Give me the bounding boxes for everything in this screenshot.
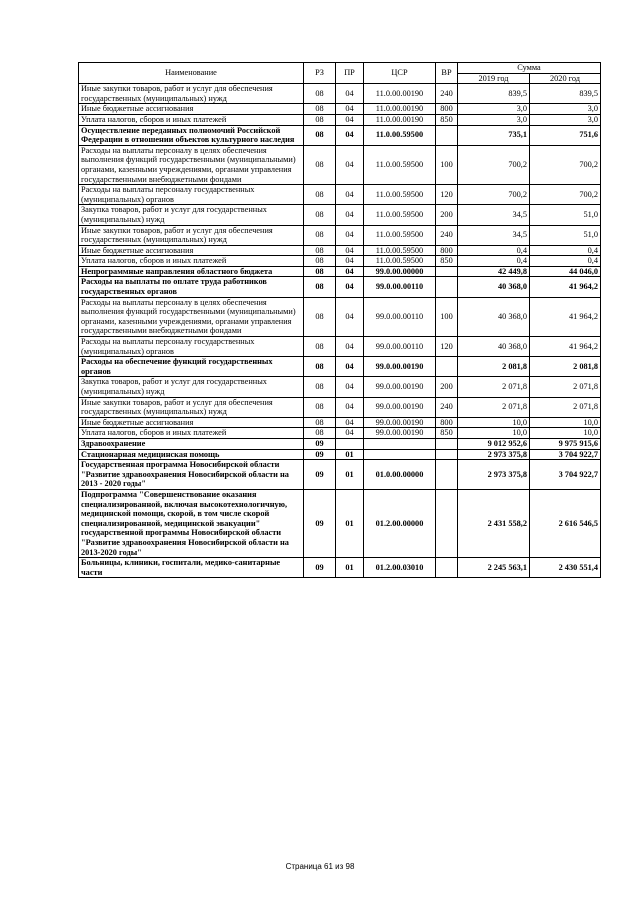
cell-csr: 99.0.00.00190: [364, 417, 436, 428]
cell-name: Осуществление переданных полномочий Российской Федерации в отношении объектов культурного наследия: [79, 125, 304, 145]
cell-rz: 09: [304, 558, 336, 578]
cell-rz: 08: [304, 104, 336, 115]
cell-pr: 04: [336, 266, 364, 277]
cell-2020: 2 071,8: [530, 377, 601, 397]
cell-name: Иные бюджетные ассигнования: [79, 245, 304, 256]
cell-rz: 08: [304, 245, 336, 256]
cell-2019: 34,5: [458, 205, 530, 225]
table-row: [79, 297, 601, 336]
cell-2019: 40 368,0: [458, 297, 530, 336]
cell-pr: 01: [336, 558, 364, 578]
cell-2019: 10,0: [458, 428, 530, 439]
cell-2019: 42 449,8: [458, 266, 530, 277]
cell-vr: 850: [436, 256, 458, 267]
cell-2019: 2 071,8: [458, 377, 530, 397]
cell-rz: 08: [304, 266, 336, 277]
cell-pr: 04: [336, 245, 364, 256]
cell-pr: 04: [336, 125, 364, 145]
page-number: Страница 61 из 98: [285, 862, 355, 871]
cell-name: Иные закупки товаров, работ и услуг для обеспечения государственных (муниципальных) нужд: [79, 225, 304, 245]
cell-vr: 240: [436, 225, 458, 245]
cell-csr: 11.0.00.00190: [364, 114, 436, 125]
cell-2019: 700,2: [458, 145, 530, 184]
cell-rz: 08: [304, 277, 336, 297]
cell-rz: 08: [304, 205, 336, 225]
cell-pr: 04: [336, 397, 364, 417]
cell-pr: 04: [336, 417, 364, 428]
cell-csr: [364, 449, 436, 460]
cell-name: Уплата налогов, сборов и иных платежей: [79, 256, 304, 267]
cell-csr: 11.0.00.59500: [364, 185, 436, 205]
cell-vr: 120: [436, 185, 458, 205]
cell-2020: 3,0: [530, 114, 601, 125]
cell-2020: 3,0: [530, 104, 601, 115]
cell-vr: 800: [436, 104, 458, 115]
cell-vr: [436, 460, 458, 490]
cell-vr: 850: [436, 428, 458, 439]
table-row: [79, 428, 601, 439]
cell-2020: 2 430 551,4: [530, 558, 601, 578]
cell-pr: 04: [336, 84, 364, 104]
cell-csr: 99.0.00.00000: [364, 266, 436, 277]
cell-2020: 51,0: [530, 225, 601, 245]
cell-rz: 08: [304, 145, 336, 184]
cell-2019: 2 973 375,8: [458, 449, 530, 460]
table-row: [79, 357, 601, 377]
cell-2019: 34,5: [458, 225, 530, 245]
cell-2019: 2 071,8: [458, 397, 530, 417]
cell-2019: 40 368,0: [458, 277, 530, 297]
cell-pr: 04: [336, 185, 364, 205]
cell-2019: 700,2: [458, 185, 530, 205]
cell-rz: 08: [304, 397, 336, 417]
cell-2019: 3,0: [458, 104, 530, 115]
cell-vr: 240: [436, 397, 458, 417]
cell-2020: 0,4: [530, 256, 601, 267]
header-pr: ПР: [336, 63, 364, 84]
cell-name: Иные закупки товаров, работ и услуг для обеспечения государственных (муниципальных) нужд: [79, 84, 304, 104]
cell-csr: 99.0.00.00190: [364, 397, 436, 417]
table-row: [79, 84, 601, 104]
header-year-2019: 2019 год: [458, 73, 530, 84]
cell-2019: 10,0: [458, 417, 530, 428]
table-row: [79, 489, 601, 557]
table-row: [79, 104, 601, 115]
cell-2020: 10,0: [530, 417, 601, 428]
cell-rz: 08: [304, 417, 336, 428]
cell-rz: 08: [304, 297, 336, 336]
cell-vr: [436, 449, 458, 460]
cell-csr: 99.0.00.00110: [364, 337, 436, 357]
budget-table: [78, 62, 601, 578]
cell-rz: 09: [304, 438, 336, 449]
cell-name: Расходы на выплаты по оплате труда работников государственных органов: [79, 277, 304, 297]
cell-rz: 08: [304, 428, 336, 439]
cell-rz: 09: [304, 460, 336, 490]
cell-2020: 2 071,8: [530, 397, 601, 417]
cell-2020: 839,5: [530, 84, 601, 104]
table-row: [79, 205, 601, 225]
cell-rz: 08: [304, 225, 336, 245]
cell-vr: 200: [436, 377, 458, 397]
header-sum: Сумма: [458, 63, 601, 74]
cell-2019: 2 431 558,2: [458, 489, 530, 557]
cell-2019: 0,4: [458, 245, 530, 256]
cell-name: Расходы на выплаты персоналу в целях обеспечения выполнения функций государственными (муниципальными) органами, казенными учреждениями, органами управления государственными внебюджетными фондами: [79, 297, 304, 336]
header-rz: РЗ: [304, 63, 336, 84]
cell-vr: [436, 558, 458, 578]
cell-2020: 51,0: [530, 205, 601, 225]
cell-vr: [436, 277, 458, 297]
cell-vr: [436, 266, 458, 277]
cell-pr: 04: [336, 225, 364, 245]
cell-2020: 2 081,8: [530, 357, 601, 377]
cell-pr: 04: [336, 114, 364, 125]
cell-2019: 839,5: [458, 84, 530, 104]
cell-csr: 11.0.00.59500: [364, 125, 436, 145]
table-row: [79, 337, 601, 357]
header-year-2020: 2020 год: [530, 73, 601, 84]
cell-csr: 01.2.00.03010: [364, 558, 436, 578]
cell-rz: 08: [304, 377, 336, 397]
cell-rz: 08: [304, 114, 336, 125]
table-row: [79, 449, 601, 460]
cell-rz: 08: [304, 125, 336, 145]
cell-2020: 3 704 922,7: [530, 449, 601, 460]
cell-pr: 04: [336, 256, 364, 267]
table-row: [79, 245, 601, 256]
table-row: [79, 377, 601, 397]
cell-name: Расходы на выплаты персоналу государственных (муниципальных) органов: [79, 185, 304, 205]
cell-csr: 01.0.00.00000: [364, 460, 436, 490]
cell-2019: 0,4: [458, 256, 530, 267]
cell-vr: 100: [436, 145, 458, 184]
table-row: [79, 145, 601, 184]
cell-rz: 08: [304, 84, 336, 104]
cell-pr: 04: [336, 428, 364, 439]
cell-2019: 2 081,8: [458, 357, 530, 377]
cell-vr: [436, 438, 458, 449]
cell-2020: 41 964,2: [530, 277, 601, 297]
cell-csr: 99.0.00.00190: [364, 377, 436, 397]
cell-pr: 04: [336, 104, 364, 115]
cell-name: Закупка товаров, работ и услуг для государственных (муниципальных) нужд: [79, 205, 304, 225]
table-row: [79, 558, 601, 578]
cell-vr: [436, 357, 458, 377]
cell-vr: 850: [436, 114, 458, 125]
cell-rz: 08: [304, 185, 336, 205]
cell-csr: 11.0.00.59500: [364, 145, 436, 184]
cell-csr: [364, 438, 436, 449]
cell-2019: 2 973 375,8: [458, 460, 530, 490]
cell-vr: 240: [436, 84, 458, 104]
cell-2019: 2 245 563,1: [458, 558, 530, 578]
cell-csr: 11.0.00.00190: [364, 84, 436, 104]
header-name: Наименование: [79, 63, 304, 84]
table-row: [79, 438, 601, 449]
cell-name: Расходы на выплаты персоналу государственных (муниципальных) органов: [79, 337, 304, 357]
cell-csr: 11.0.00.00190: [364, 104, 436, 115]
cell-name: Иные бюджетные ассигнования: [79, 104, 304, 115]
cell-2020: 41 964,2: [530, 297, 601, 336]
cell-rz: 09: [304, 489, 336, 557]
cell-pr: 04: [336, 377, 364, 397]
cell-2020: 0,4: [530, 245, 601, 256]
cell-vr: 100: [436, 297, 458, 336]
cell-vr: [436, 125, 458, 145]
cell-2019: 9 012 952,6: [458, 438, 530, 449]
header-csr: ЦСР: [364, 63, 436, 84]
cell-pr: 01: [336, 489, 364, 557]
cell-2020: 751,6: [530, 125, 601, 145]
cell-pr: 04: [336, 205, 364, 225]
table-row: [79, 256, 601, 267]
cell-pr: 01: [336, 460, 364, 490]
cell-name: Здравоохранение: [79, 438, 304, 449]
cell-name: Закупка товаров, работ и услуг для государственных (муниципальных) нужд: [79, 377, 304, 397]
table-row: [79, 225, 601, 245]
cell-name: Расходы на обеспечение функций государственных органов: [79, 357, 304, 377]
cell-name: Подпрограмма "Совершенствование оказания специализированной, включая высокотехнологичную, медицинской помощи, скорой, в том числе скорой специализированной, медицинской эвакуации" государственной программы Новосибирской области "Развитие здравоохранения Новосибирской области на 2013-2020 годы": [79, 489, 304, 557]
table-row: [79, 397, 601, 417]
cell-2020: 3 704 922,7: [530, 460, 601, 490]
cell-pr: 04: [336, 297, 364, 336]
cell-name: Уплата налогов, сборов и иных платежей: [79, 114, 304, 125]
cell-2019: 40 368,0: [458, 337, 530, 357]
cell-name: Иные закупки товаров, работ и услуг для обеспечения государственных (муниципальных) нужд: [79, 397, 304, 417]
header-vr: ВР: [436, 63, 458, 84]
cell-csr: 01.2.00.00000: [364, 489, 436, 557]
table-row: [79, 114, 601, 125]
cell-vr: 120: [436, 337, 458, 357]
table-row: [79, 266, 601, 277]
cell-2020: 9 975 915,6: [530, 438, 601, 449]
cell-csr: 11.0.00.59500: [364, 205, 436, 225]
cell-vr: [436, 489, 458, 557]
cell-2020: 44 046,0: [530, 266, 601, 277]
cell-pr: 04: [336, 145, 364, 184]
cell-pr: 04: [336, 337, 364, 357]
cell-rz: 08: [304, 337, 336, 357]
cell-name: Больницы, клиники, госпитали, медико-санитарные части: [79, 558, 304, 578]
table-row: [79, 125, 601, 145]
cell-csr: 99.0.00.00190: [364, 357, 436, 377]
cell-vr: 800: [436, 245, 458, 256]
table-row: [79, 185, 601, 205]
cell-name: Непрограммные направления областного бюджета: [79, 266, 304, 277]
table-body: [79, 84, 601, 578]
cell-vr: 200: [436, 205, 458, 225]
cell-name: Расходы на выплаты персоналу в целях обеспечения выполнения функций государственными (муниципальными) органами, казенными учреждениями, органами управления государственными внебюджетными фондами: [79, 145, 304, 184]
cell-2020: 2 616 546,5: [530, 489, 601, 557]
cell-csr: 11.0.00.59500: [364, 245, 436, 256]
table-row: [79, 460, 601, 490]
cell-name: Уплата налогов, сборов и иных платежей: [79, 428, 304, 439]
table-row: [79, 417, 601, 428]
cell-name: Иные бюджетные ассигнования: [79, 417, 304, 428]
cell-csr: 11.0.00.59500: [364, 225, 436, 245]
cell-csr: 99.0.00.00110: [364, 297, 436, 336]
cell-name: Стационарная медицинская помощь: [79, 449, 304, 460]
table-row: [79, 277, 601, 297]
cell-2019: 3,0: [458, 114, 530, 125]
cell-rz: 09: [304, 449, 336, 460]
cell-vr: 800: [436, 417, 458, 428]
cell-2020: 10,0: [530, 428, 601, 439]
cell-rz: 08: [304, 357, 336, 377]
cell-csr: 11.0.00.59500: [364, 256, 436, 267]
cell-pr: 04: [336, 357, 364, 377]
cell-pr: 04: [336, 277, 364, 297]
cell-2020: 700,2: [530, 145, 601, 184]
header-row: [79, 63, 601, 74]
cell-2020: 700,2: [530, 185, 601, 205]
cell-csr: 99.0.00.00190: [364, 428, 436, 439]
cell-pr: [336, 438, 364, 449]
cell-2019: 735,1: [458, 125, 530, 145]
cell-name: Государственная программа Новосибирской области "Развитие здравоохранения Новосибирской области на 2013 - 2020 годы": [79, 460, 304, 490]
cell-2020: 41 964,2: [530, 337, 601, 357]
cell-pr: 01: [336, 449, 364, 460]
cell-rz: 08: [304, 256, 336, 267]
cell-csr: 99.0.00.00110: [364, 277, 436, 297]
